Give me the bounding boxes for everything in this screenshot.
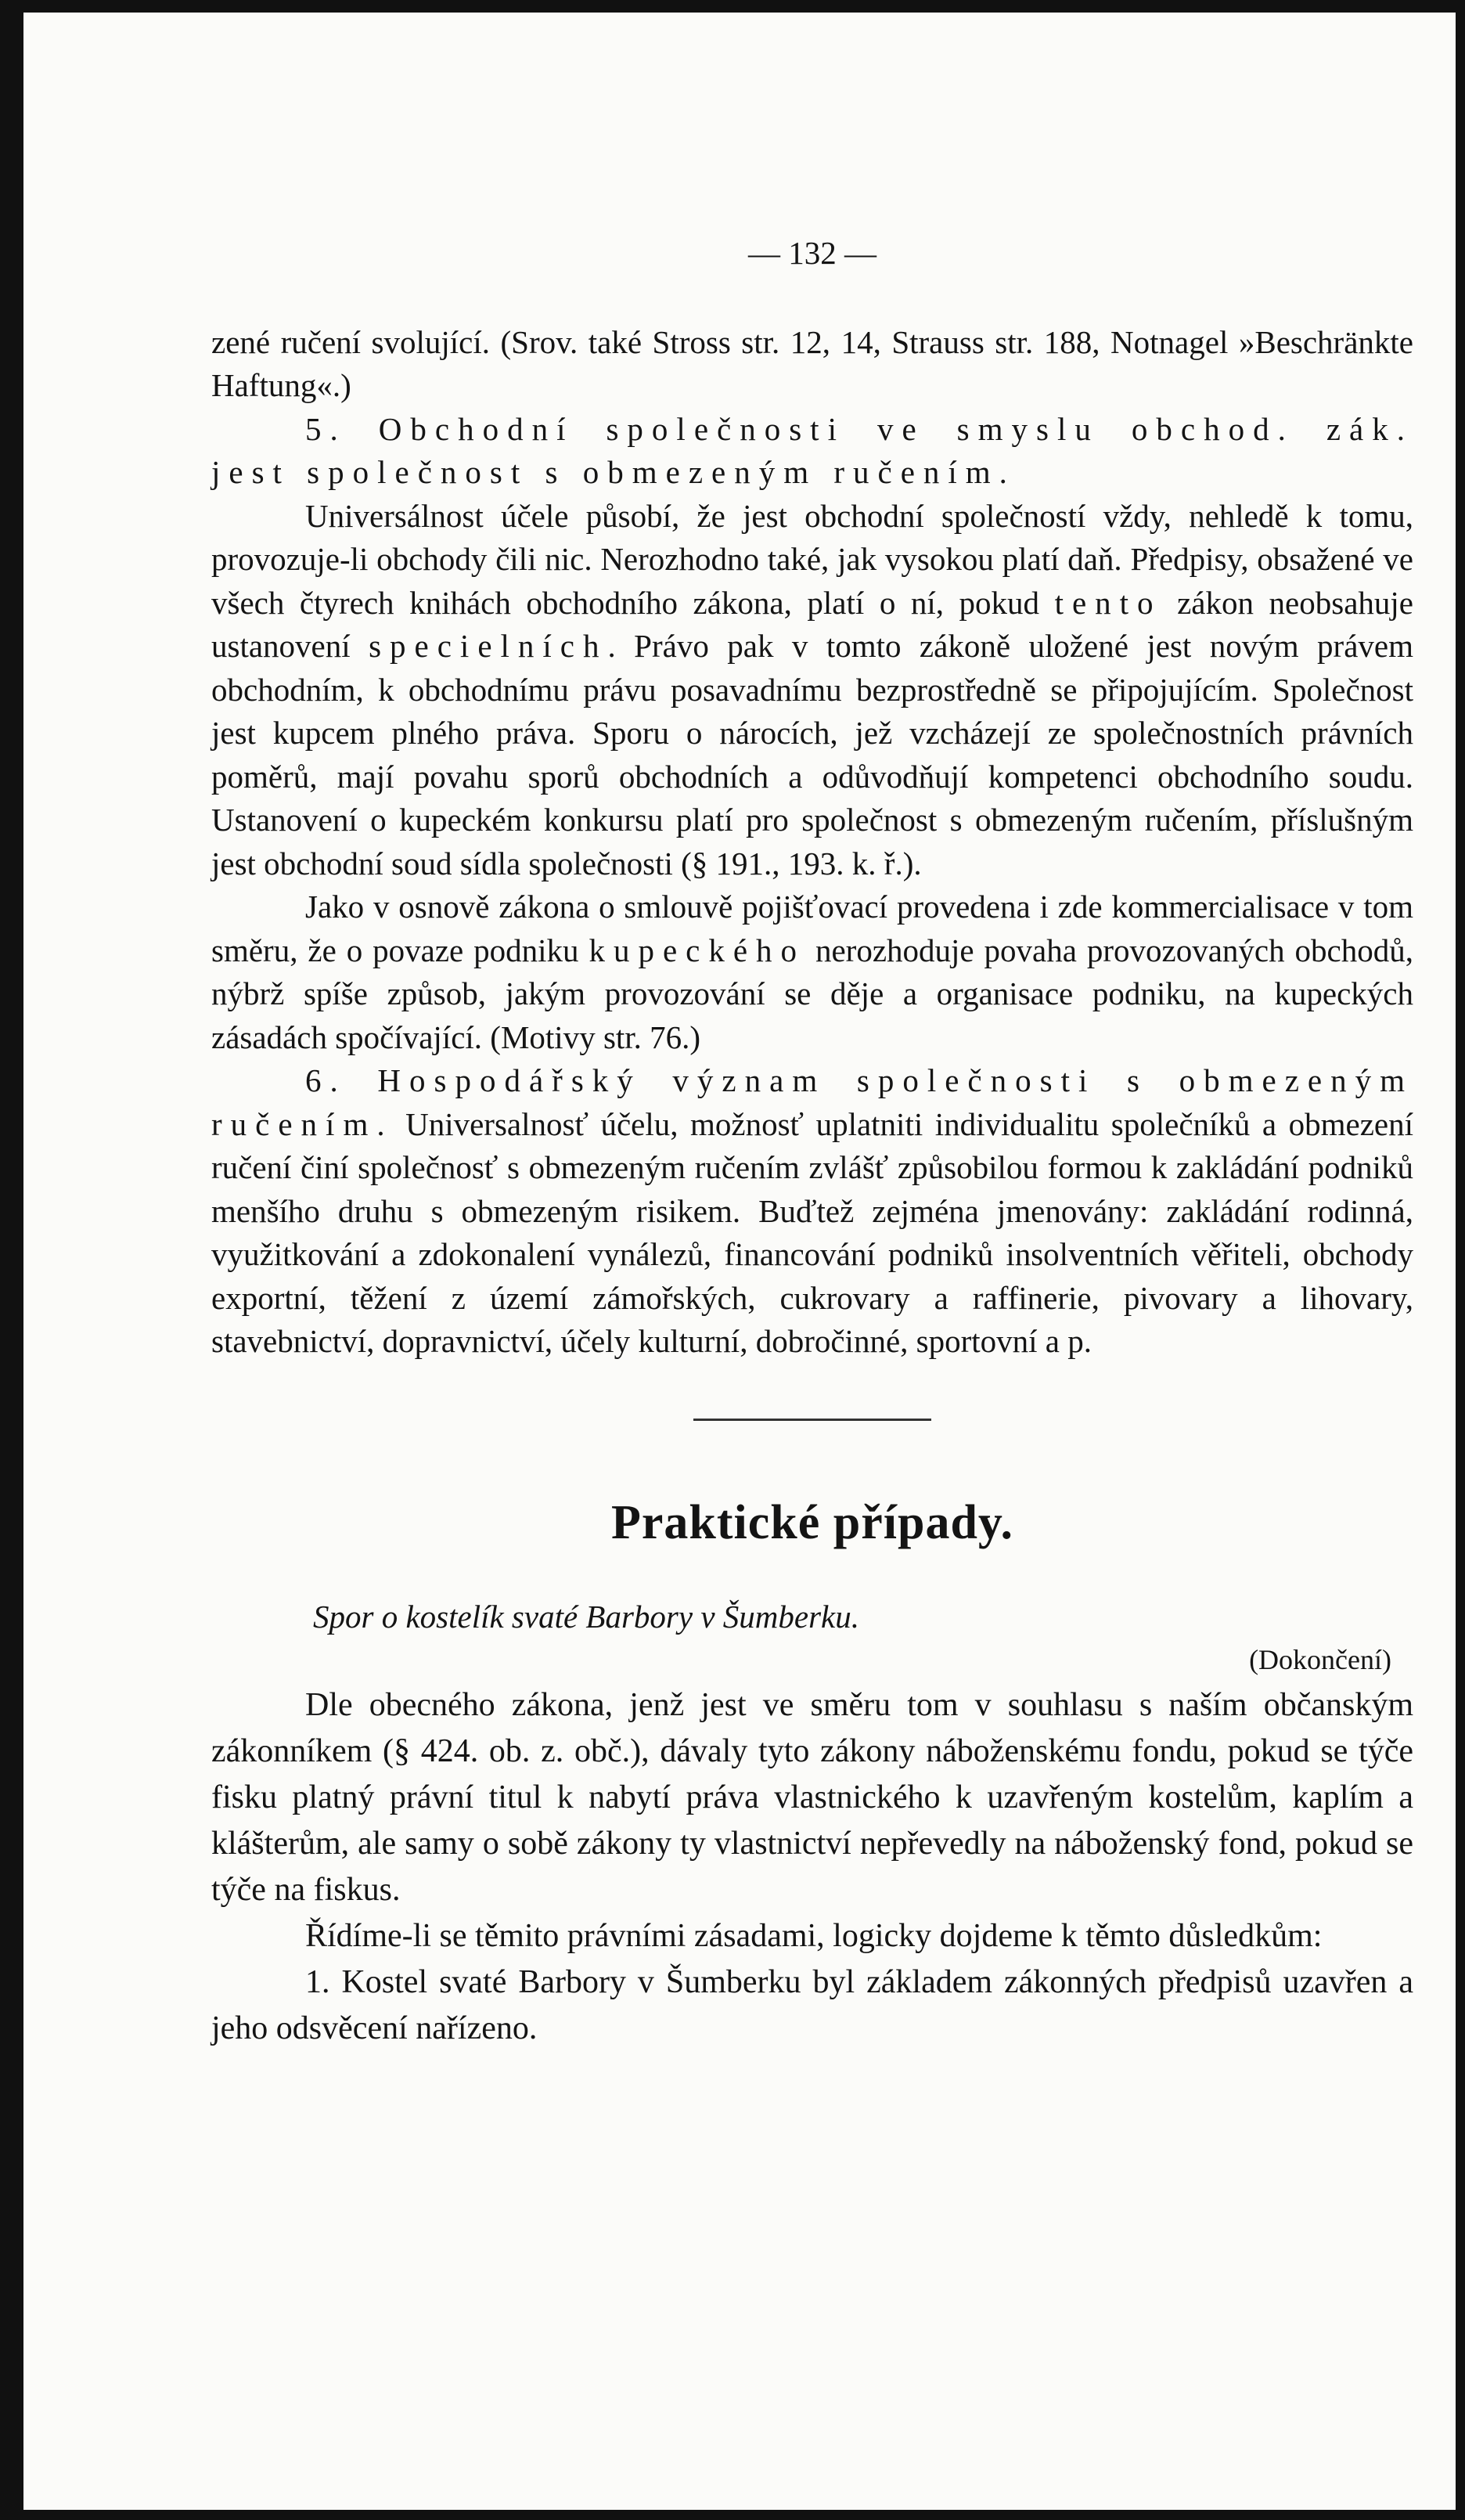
continuation-note: (Dokončení) <box>1249 1644 1391 1675</box>
case-title: Spor o kostelík svaté Barbory v Šumberku. <box>313 1598 859 1635</box>
scanned-page <box>23 13 1456 2510</box>
text-run: zákon neobsahuje ustanovení <box>211 584 1413 664</box>
page-number: — 132 — <box>748 235 876 271</box>
spaced-heading-text: 6. Hospodářský význam společnosti s obmezeným ručením. <box>211 1062 1413 1142</box>
paragraph-section-5-heading <box>211 408 1413 495</box>
paragraph-general-law: Dle obecného zákona, jenž jest ve směru tom v souhlasu s naším občanským zákonníkem (§ 424. ob. z. obč.), dávaly tyto zákony náboženskému fondu, pokud se týče fisku platný právní titul k nabytí práva vlastnického k uzavřeným kostelům, kaplím a klášterům, ale samy o sobě zákony ty vlastnictví nepřevedly na náboženský fond, pokud se týče na fiskus. <box>211 1686 1413 1908</box>
paragraph-point-1: 1. Kostel svaté Barbory v Šumberku byl základem zákonných předpisů uzavřen a jeho odsvěcení nařízeno. <box>211 1963 1413 2046</box>
paragraph-commercialisation <box>211 885 1413 1059</box>
text-run: . Právo pak v tomto zákoně uložené jest novým právem obchodním, k obchodnímu právu posavadnímu bezprostředně se připojujícím. Společnost jest kupcem plného práva. Sporu o nárocích, jež vzcházejí ze společnostních právních poměrů, mají povahu sporů obchodních a odůvodňují kompetenci obchodního soudu. Ustanovení o kupeckém konkursu platí pro společnost s obmezeným ručením, příslušným jest obchodní soud sídla společnosti (§ 191., 193. k. ř.). <box>211 628 1413 881</box>
text-run: Universálnost účele působí, že jest obchodní společností vždy, nehledě k tomu, provozuje-li obchody čili nic. Nerozhodno také, jak vysokou platí daň. Předpisy, obsažené ve všech čtyrech knihách obchodního zákona, platí o ní, pokud <box>211 497 1413 621</box>
spaced-heading-text: 5. Obchodní společnosti ve smyslu obchod. zák. jest společnost s obmezeným ručením. <box>211 410 1413 490</box>
paragraph-intro: zené ručení svolující. (Srov. také Stross str. 12, 14, Strauss str. 188, Notnagel »Beschränkte Haftung«.) <box>211 323 1413 403</box>
spaced-word-specielnich: specielních <box>369 628 608 664</box>
section-divider <box>693 1419 931 1421</box>
page-text <box>211 232 1413 2052</box>
text-run: Jako v osnově zákona o smlouvě pojišťovací provedena i zde kommercialisace v tom směru, že o povaze podniku <box>211 889 1413 968</box>
spaced-word-tento: tento <box>1054 584 1162 621</box>
paragraph-economic-significance <box>211 1059 1413 1364</box>
text-run: nerozhoduje povaha provozovaných obchodů, nýbrž spíše způsob, jakým provozování se děje a organisace podniku, na kupeckých zásadách spočívající. (Motivy str. 76.) <box>211 932 1413 1055</box>
section-heading: Praktické případy. <box>610 1495 1014 1549</box>
paragraph-consequences: Řídíme-li se těmito právními zásadami, logicky dojdeme k těmto důsledkům: <box>305 1917 1323 1954</box>
spaced-word-kupeckeho: kupeckého <box>589 932 806 968</box>
text-run: Universalnosť účelu, možnosť uplatniti individualitu společníků a obmezení ručení činí společnosť s obmezeným ručením zvlášť způsobilou formou k zakládání podniků menšího druhu s obmezeným risikem. Buďtež zejména jmenovány: zakládání rodinná, využitkování a zdokonalení vynálezů, financování podniků insolventních věřiteli, obchody exportní, těžení z území zámořských, cukrovary a raffinerie, pivovary a lihovary, stavebnictví, dopravnictví, účely kulturní, dobročinné, sportovní a p. <box>211 1105 1413 1359</box>
paragraph-universality <box>211 495 1413 886</box>
